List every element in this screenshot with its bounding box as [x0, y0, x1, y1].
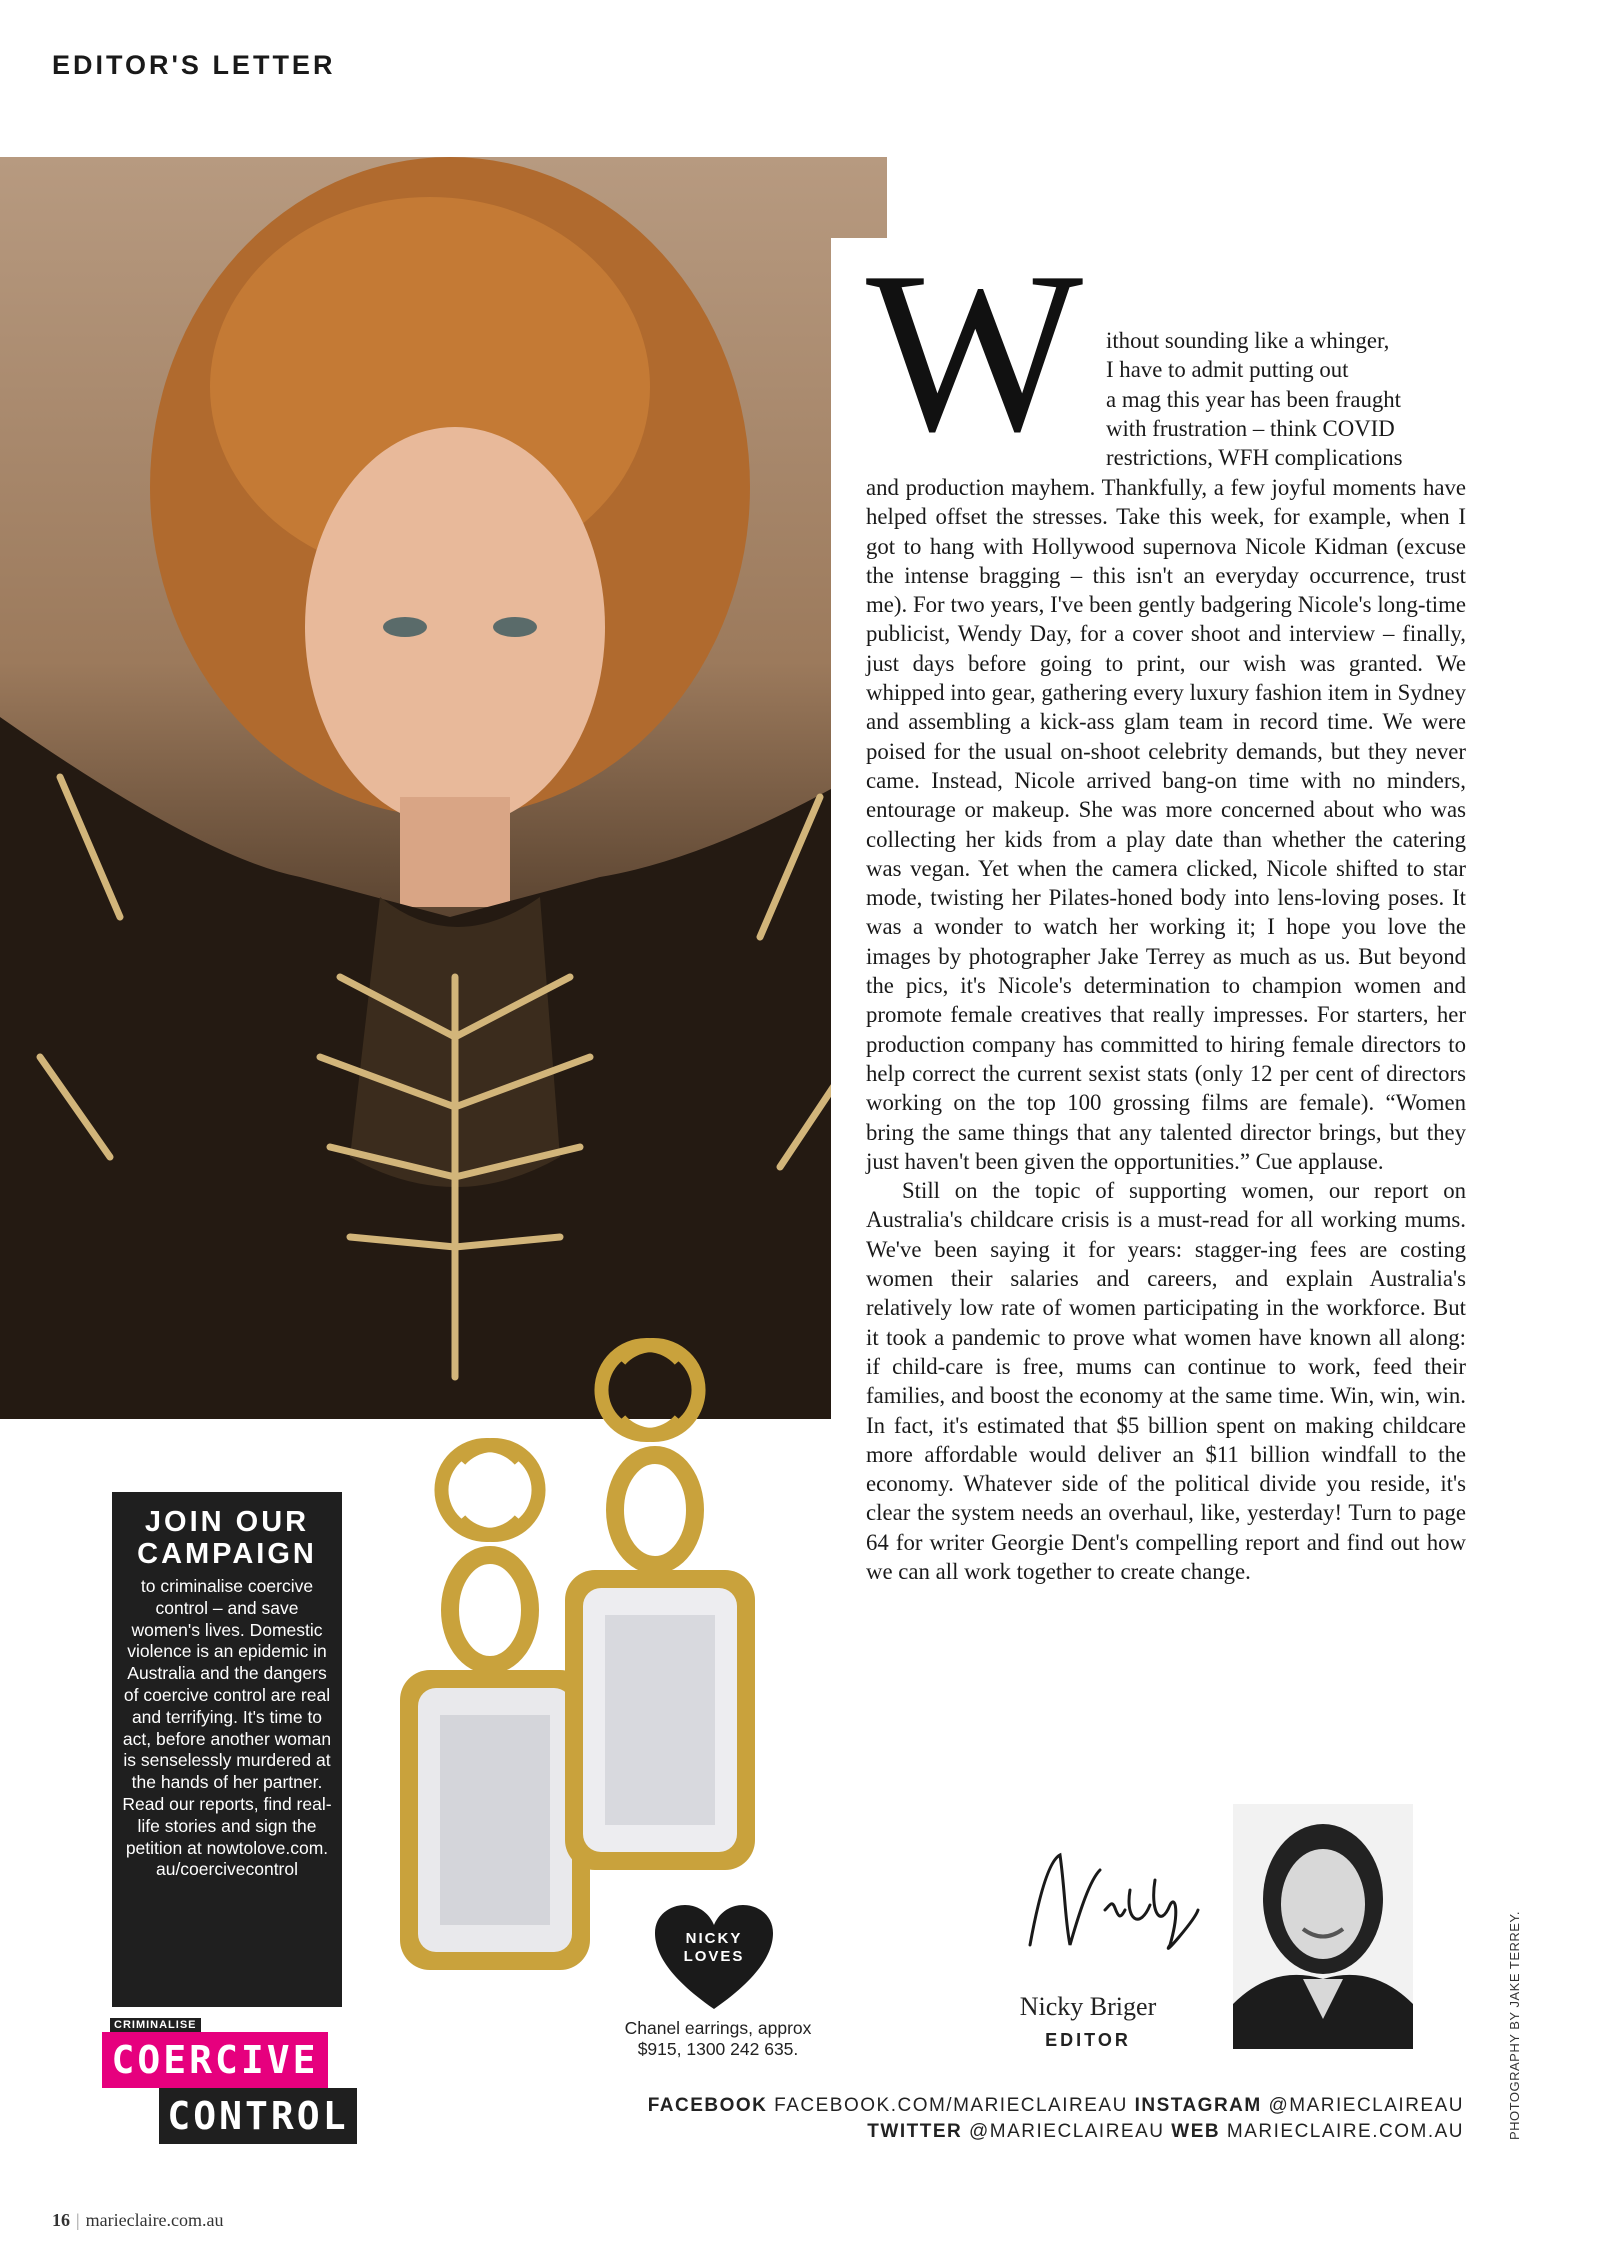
campaign-title-line: JOIN OUR	[144, 1506, 310, 1538]
footer-site: marieclaire.com.au	[85, 2210, 224, 2230]
editor-signature	[1020, 1850, 1200, 1960]
photo-credit: PHOTOGRAPHY BY JAKE TERREY.	[1507, 1910, 1522, 2140]
hero-photo	[0, 157, 887, 1419]
section-label: EDITOR'S LETTER	[52, 50, 336, 80]
heart-badge-text	[655, 1930, 773, 1966]
article-paragraph: Still on the topic of supporting women, our report on Australia's childcare crisis is a must-read for all working mums. We've been saying it for years: stagger-ing fees are costing women their salaries and careers, and explain Australia's relatively low rate of women participating in the workforce. But it took a pandemic to prove what women have known all along: if child-care is free, mums can continue to work, feed their families, and boost the economy at the same time. Win, win, win. In fact, it's estimated that $5 billion spent on making childcare more affordable would deliver an $11 billion windfall to the economy. Whatever side of the political divide you reside, it's clear the system needs an overhaul, like, yesterday! Turn to page 64 for writer Georgie Dent's compelling report and find out how we can all work together to create change.	[866, 1178, 1466, 1584]
social-line-2	[867, 2121, 1464, 2143]
page-footer	[52, 2210, 224, 2231]
lead-line: ithout sounding like a whinger,	[1106, 328, 1390, 353]
left-earring	[400, 1445, 590, 1970]
campaign-body: to criminalise coercive control – and save women's lives. Domestic violence is an epidemic in Australia and the dangers of coercive control are real and terrifying. It's time to act, before another woman is senselessly murdered at the hands of her partner. Read our reports, find real-life stories and sign the petition at nowtolove.com. au/coercivecontrol	[122, 1576, 332, 1880]
social-line-1	[648, 2095, 1464, 2117]
campaign-title-line: CAMPAIGN	[137, 1538, 317, 1570]
campaign-logo-small: CRIMINALISE	[110, 2018, 201, 2032]
instagram-label: INSTAGRAM	[1134, 2095, 1262, 2116]
badge-line: LOVES	[683, 1948, 745, 1965]
lead-line: with frustration – think COVID	[1106, 415, 1395, 441]
earrings-image	[380, 1330, 850, 2010]
lead-line: restrictions, WFH complications	[1106, 445, 1403, 471]
instagram-link[interactable]: @MARIECLAIREAU	[1268, 2095, 1464, 2116]
campaign-title	[112, 1506, 342, 1570]
lead-line: I have to admit putting out	[1106, 357, 1349, 383]
badge-line: NICKY	[685, 1930, 743, 1947]
web-label: WEB	[1171, 2121, 1221, 2142]
hero-illustration	[0, 157, 887, 1419]
article-body	[866, 473, 1466, 1586]
editor-portrait	[1233, 1804, 1413, 2049]
twitter-link[interactable]: @MARIECLAIREAU	[969, 2121, 1165, 2142]
facebook-label: FACEBOOK	[647, 2095, 768, 2116]
caption-line: $915, 1300 242 635.	[637, 2039, 799, 2059]
caption-line: Chanel earrings, approx	[624, 2018, 812, 2038]
drop-cap: W	[866, 224, 1084, 479]
article-lead	[1106, 326, 1466, 472]
footer-separator: |	[76, 2210, 80, 2230]
facebook-link[interactable]: FACEBOOK.COM/MARIECLAIREAU	[774, 2095, 1128, 2116]
lead-line: a mag this year has been fraught	[1106, 386, 1401, 412]
page-number: 16	[52, 2210, 70, 2230]
editor-name: Nicky Briger	[1019, 1992, 1157, 2021]
article-paragraph: and production mayhem. Thankfully, a few joyful moments have helped offset the stresses. Take this week, for example, when I got to hang with Hollywood supernova Nicole Kidman (excuse the intense bragging – this isn't an everyday occurrence, trust me). For two years, I've been gently badgering Nicole's long-time publicist, Wendy Day, for a cover shoot and interview – finally, just days before going to print, our wish was granted. We whipped into gear, gathering every luxury fashion item in Sydney and assembling a kick-ass glam team in record time. We were poised for the usual on-shoot celebrity demands, but they never came. Instead, Nicole arrived bang-on time with no minders, entourage or makeup. She was more concerned about who was collecting her kids from a play date than whether the catering was vegan. Yet when the camera clicked, Nicole shifted to star mode, twisting her Pilates-honed body into lens-loving poses. It was a wonder to watch her working it; I hope you love the images by photographer Jake Terrey as much as us. But beyond the pics, it's Nicole's determination to champion women and promote female creatives that really impresses. For starters, her production company has committed to hiring female directors to help correct the current sexist stats (only 12 per cent of directors working on the top 100 grossing films are female). “Women bring the same things that any talented director brings, but they just haven't been given the opportunities.” Cue applause.	[866, 475, 1466, 1174]
campaign-logo-control: CONTROL	[159, 2088, 357, 2144]
editor-role: EDITOR	[1045, 2030, 1131, 2050]
twitter-label: TWITTER	[867, 2121, 963, 2142]
campaign-box	[112, 1492, 342, 2007]
campaign-logo-coercive: COERCIVE	[102, 2032, 328, 2088]
product-caption	[598, 2018, 838, 2060]
web-link[interactable]: MARIECLAIRE.COM.AU	[1226, 2121, 1464, 2142]
editor-photo	[1233, 1804, 1413, 2049]
right-earring	[565, 1345, 755, 1870]
